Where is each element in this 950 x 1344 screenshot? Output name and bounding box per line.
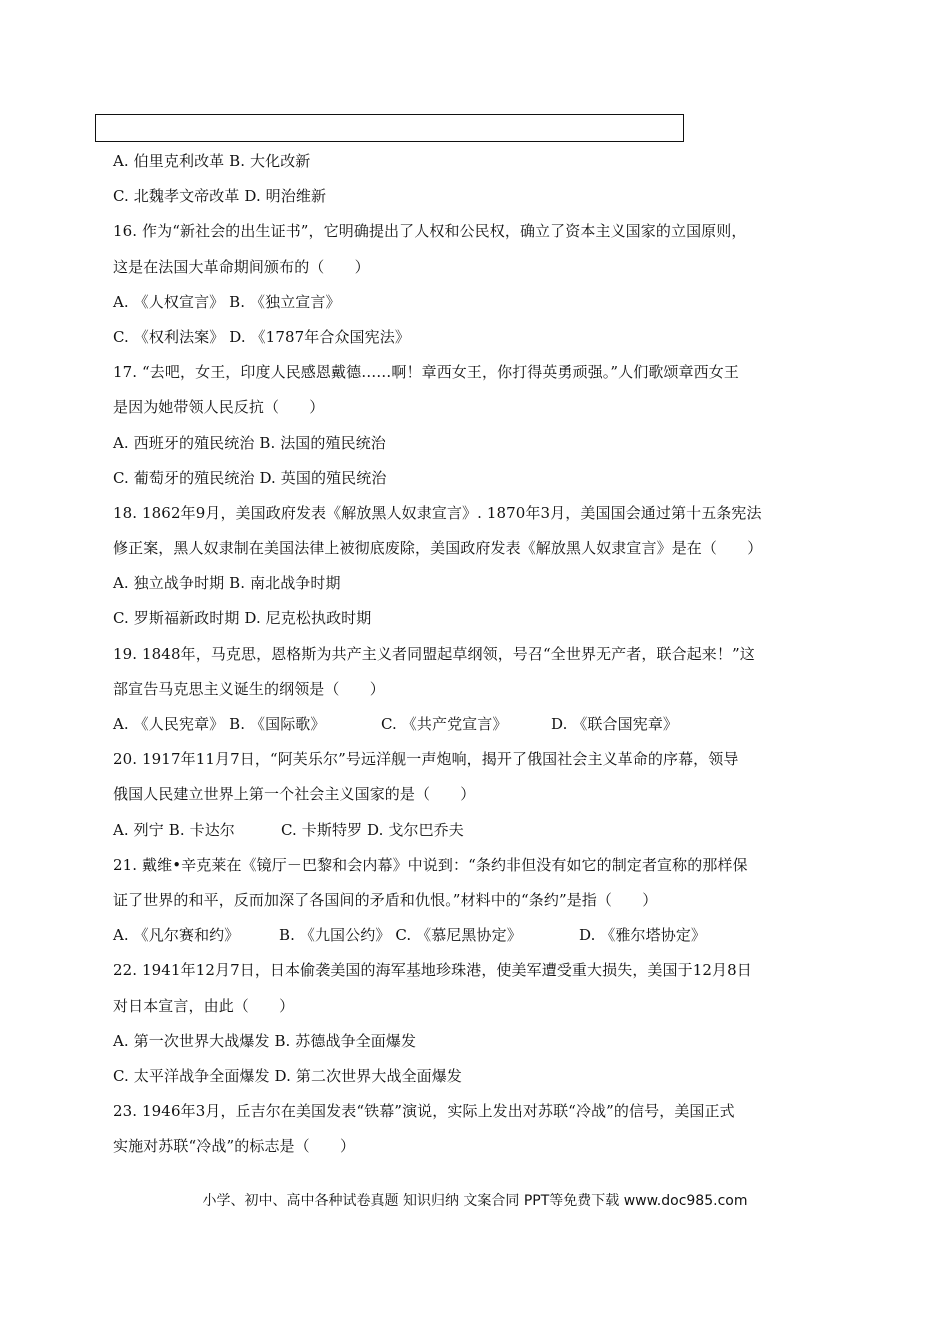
q17-options-cd: C. 葡萄牙的殖民统治 D. 英国的殖民统治 (113, 468, 387, 487)
q19-option-c: C. 《共产党宣言》 (381, 715, 508, 733)
q22-stem-line1: 22. 1941年12月7日，日本偷袭美国的海军基地珍珠港，使美军遭受重大损失，美国于12月8日 (113, 961, 752, 980)
q16-options-ab: A. 《人权宣言》 B. 《独立宣言》 (113, 292, 341, 311)
q16-options-cd: C. 《权利法案》 D. 《1787年合众国宪法》 (113, 327, 410, 346)
q17-stem-line1: 17. “去吧，女王，印度人民感恩戴德……啊！章西女王，你打得英勇顽强。”人们歌颂章西女王 (113, 363, 739, 382)
q21-option-bc: B. 《九国公约》 C. 《慕尼黑协定》 (279, 926, 522, 945)
q15-options-ab: A. 伯里克利改革 B. 大化改新 (113, 152, 311, 170)
q18-stem-line1: 18. 1862年9月，美国政府发表《解放黑人奴隶宣言》. 1870年3月，美国国会通过第十五条宪法 (113, 503, 762, 522)
q21-stem-line2: 证了世界的和平，反而加深了各国间的矛盾和仇恨。”材料中的“条约”是指（ ） (113, 890, 658, 909)
q21-options (113, 918, 843, 953)
q20-stem-line1: 20. 1917年11月7日，“阿芙乐尔”号远洋舰一声炮响，揭开了俄国社会主义革命的序幕，领导 (113, 750, 739, 769)
q18-stem-line2: 修正案，黑人奴隶制在美国法律上被彻底废除，美国政府发表《解放黑人奴隶宣言》是在（ ） (113, 539, 763, 558)
question-list (113, 144, 843, 1164)
q19-stem-line1: 19. 1848年，马克思，恩格斯为共产主义者同盟起草纲领，号召“全世界无产者，联合起来！”这 (113, 644, 755, 663)
q23-stem-line2: 实施对苏联“冷战”的标志是（ ） (113, 1137, 356, 1156)
q19-option-ab: A. 《人民宪章》 B. 《国际歌》 (113, 715, 326, 733)
q16-stem-line1: 16. 作为“新社会的出生证书”，它明确提出了人权和公民权，确立了资本主义国家的立国原则， (113, 222, 747, 241)
q22-options-cd: C. 太平洋战争全面爆发 D. 第二次世界大战全面爆发 (113, 1066, 462, 1085)
q19-stem-line2: 部宣告马克思主义诞生的纲领是（ ） (113, 679, 385, 698)
q20-stem-line2: 俄国人民建立世界上第一个社会主义国家的是（ ） (113, 785, 476, 804)
q15-options-cd: C. 北魏孝文帝改革 D. 明治维新 (113, 187, 327, 206)
page-footer: 小学、初中、高中各种试卷真题 知识归纳 文案合同 PPT等免费下载 www.doc985.com (202, 1193, 748, 1209)
q17-options-ab: A. 西班牙的殖民统治 B. 法国的殖民统治 (113, 433, 386, 452)
question-header-box (95, 114, 684, 142)
q16-stem-line2: 这是在法国大革命期间颁布的（ ） (113, 257, 370, 276)
q18-options-cd: C. 罗斯福新政时期 D. 尼克松执政时期 (113, 609, 372, 628)
q22-stem-line2: 对日本宣言，由此（ ） (113, 996, 295, 1015)
q18-options-ab: A. 独立战争时期 B. 南北战争时期 (113, 574, 341, 593)
q20-options (113, 813, 843, 848)
q19-options (113, 707, 843, 742)
q22-options-ab: A. 第一次世界大战爆发 B. 苏德战争全面爆发 (113, 1031, 417, 1050)
q21-option-d: D. 《雅尔塔协定》 (579, 926, 707, 945)
q21-option-a: A. 《凡尔赛和约》 (113, 926, 240, 945)
q19-option-d: D. 《联合国宪章》 (551, 715, 679, 733)
q20-option-cd: C. 卡斯特罗 D. 戈尔巴乔夫 (281, 820, 464, 839)
q23-stem-line1: 23. 1946年3月，丘吉尔在美国发表“铁幕”演说，实际上发出对苏联“冷战”的信号，美国正式 (113, 1102, 735, 1121)
q20-option-ab: A. 列宁 B. 卡达尔 (113, 820, 235, 839)
q21-stem-line1: 21. 戴维•辛克莱在《镜厅－巴黎和会内幕》中说到：“条约非但没有如它的制定者宣称的那样保 (113, 855, 748, 874)
q17-stem-line2: 是因为她带领人民反抗（ ） (113, 398, 325, 417)
